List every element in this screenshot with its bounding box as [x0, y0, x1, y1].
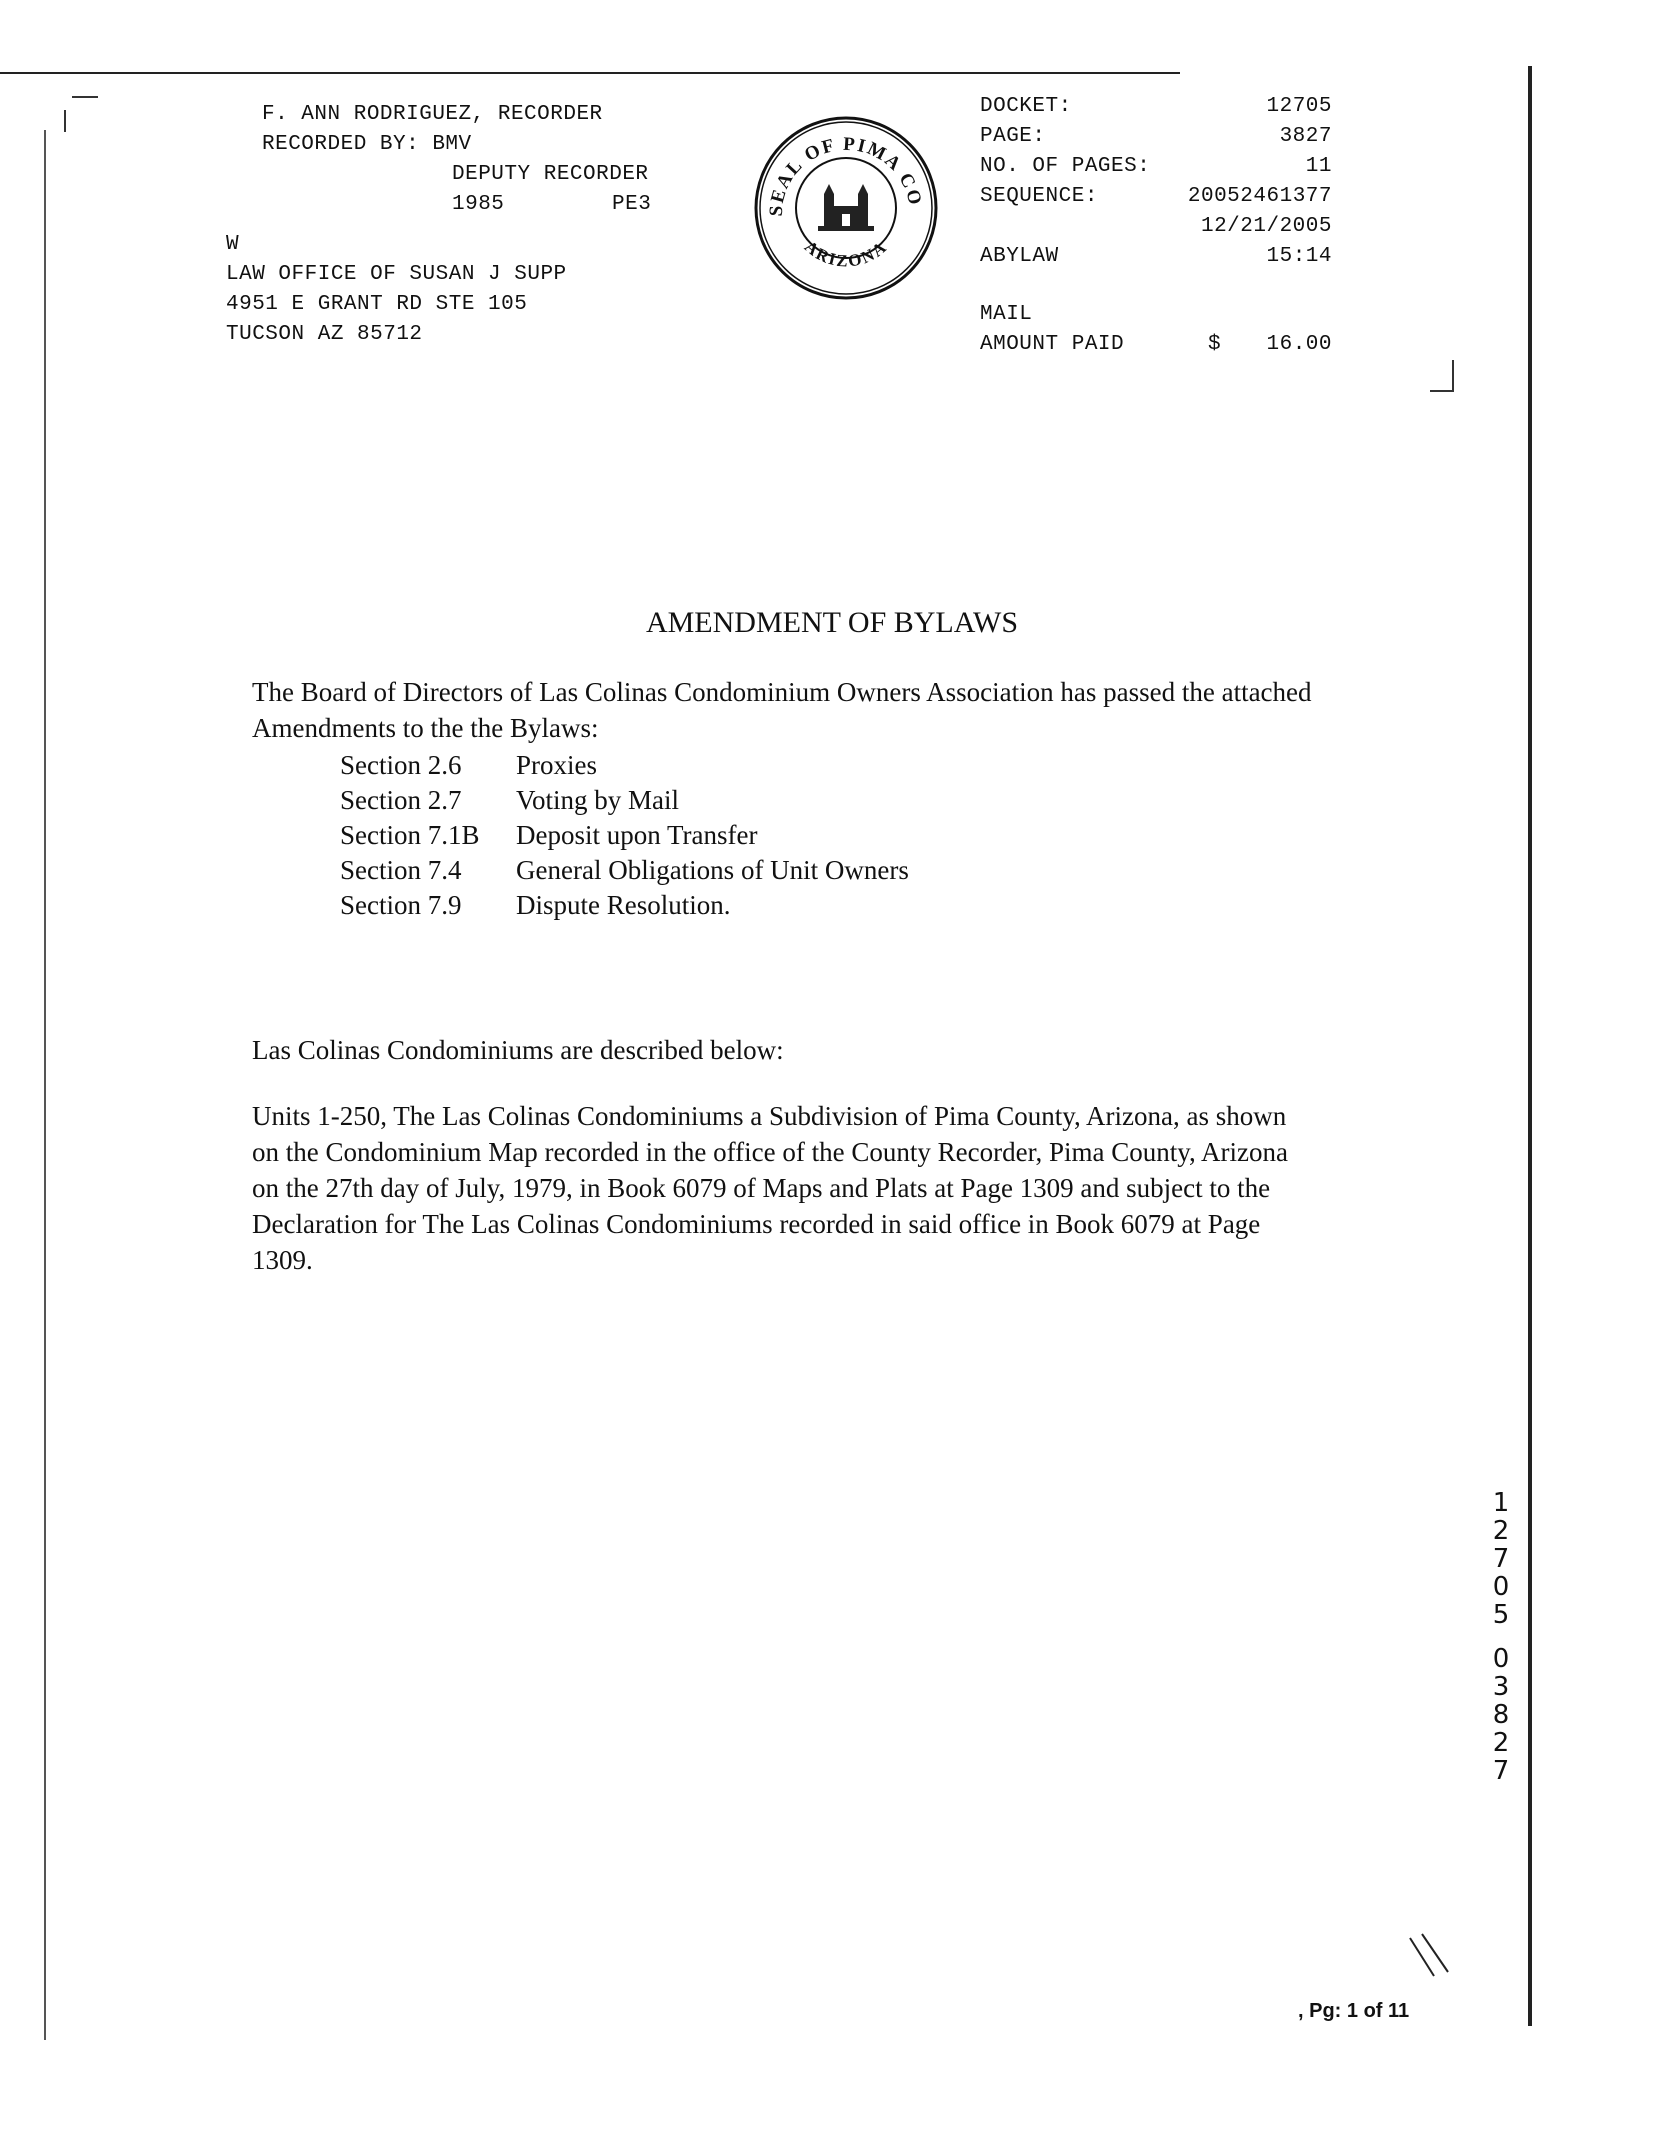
document-title: AMENDMENT OF BYLAWS: [645, 606, 1019, 639]
recording-code: 1985: [452, 193, 505, 216]
sequence-value: 20052461377: [1187, 185, 1332, 208]
pages-value: 11: [1305, 155, 1332, 178]
page-value: 3827: [1279, 125, 1332, 148]
top-border-line: [0, 72, 1180, 74]
list-item: [340, 748, 909, 783]
section-name: Dispute Resolution.: [516, 890, 731, 920]
seal-top-text: SEAL OF PIMA CO: [765, 133, 926, 217]
svg-text:ARIZONA: [801, 237, 891, 271]
corner-mark: [64, 110, 66, 132]
margin-docket: 12705: [1486, 1488, 1516, 1628]
left-border-line: [44, 130, 46, 2040]
sequence-label: SEQUENCE:: [980, 185, 1098, 208]
page-indicator: , Pg: 1 of 11: [1298, 2000, 1410, 2022]
amount-label: AMOUNT PAID: [980, 333, 1125, 356]
return-address-city: TUCSON AZ 85712: [226, 323, 423, 346]
section-name: General Obligations of Unit Owners: [516, 855, 909, 885]
recording-code-suffix: PE3: [612, 193, 652, 216]
section-name: Voting by Mail: [516, 785, 680, 815]
return-address-name: LAW OFFICE OF SUSAN J SUPP: [226, 263, 567, 286]
page-label: PAGE:: [980, 125, 1046, 148]
margin-page: 03827: [1486, 1644, 1516, 1784]
docket-label: DOCKET:: [980, 95, 1072, 118]
seal-bottom-text: ARIZONA: [800, 236, 892, 271]
list-item: [340, 818, 909, 853]
currency-symbol: $: [1208, 333, 1222, 356]
description-intro: Las Colinas Condominiums are described below:: [252, 1035, 784, 1065]
mission-building-icon: [818, 184, 874, 231]
scan-mark: [1430, 390, 1454, 392]
pima-county-seal: [752, 114, 940, 302]
recording-time: 15:14: [1266, 245, 1332, 268]
section-name: Proxies: [516, 750, 597, 780]
docket-value: 12705: [1266, 95, 1332, 118]
document-type: ABYLAW: [980, 245, 1059, 268]
recorded-by: RECORDED BY: BMV: [262, 133, 472, 156]
return-marker: W: [226, 233, 240, 256]
handwritten-mark: [1404, 1932, 1454, 1982]
scan-mark: [1452, 360, 1454, 390]
corner-mark: [72, 96, 98, 98]
section-number: Section 7.1B: [340, 820, 480, 850]
recording-info: [980, 92, 1332, 412]
list-item: [340, 888, 909, 923]
deputy-recorder: DEPUTY RECORDER: [452, 163, 649, 186]
margin-docket-stamp: [1488, 1488, 1518, 1784]
section-name: Deposit upon Transfer: [516, 820, 758, 850]
legal-description: Units 1-250, The Las Colinas Condominiums a Subdivision of Pima County, Arizona, as shown on the Condominium Map recorded in the office of the County Recorder, Pima County, Arizona on the 27th day of July, 1979, in Book 6079 of Maps and Plats at Page 1309 and subject to the Declaration for The Las Colinas Condominiums recorded in said office in Book 6079 at Page 1309.: [252, 1101, 1288, 1275]
intro-paragraph: The Board of Directors of Las Colinas Condominium Owners Association has passed the attached Amendments to the the Bylaws:: [252, 677, 1312, 743]
section-number: Section 2.6: [340, 750, 462, 780]
return-address-street: 4951 E GRANT RD STE 105: [226, 293, 528, 316]
delivery-method: MAIL: [980, 303, 1033, 326]
right-border-line: [1528, 66, 1532, 2026]
list-item: [340, 853, 909, 888]
section-number: Section 2.7: [340, 785, 462, 815]
recorder-name: F. ANN RODRIGUEZ, RECORDER: [262, 103, 603, 126]
recording-date: 12/21/2005: [1200, 215, 1332, 238]
list-item: [340, 783, 909, 818]
svg-text:THE SEAL OF PIMA COUNTY: [752, 114, 926, 217]
section-number: Section 7.4: [340, 855, 462, 885]
amount-value: 16.00: [1266, 333, 1332, 356]
pages-label: NO. OF PAGES:: [980, 155, 1151, 178]
sections-list: [340, 748, 909, 923]
section-number: Section 7.9: [340, 890, 462, 920]
